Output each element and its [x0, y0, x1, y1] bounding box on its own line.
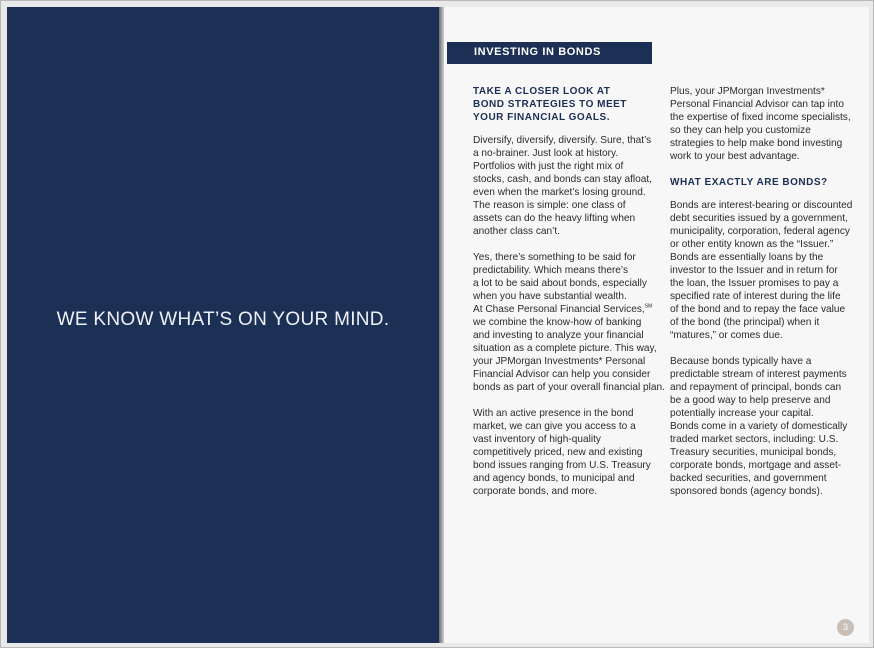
text-line: Plus, your JPMorgan Investments* — [670, 86, 825, 97]
text-line: potentially increase your capital. — [670, 408, 814, 419]
text-line: “matures,” or comes due. — [670, 330, 783, 341]
text-line: Portfolios with just the right mix of — [473, 161, 624, 172]
text-line: Because bonds typically have a — [670, 356, 812, 367]
text-line: of the bond (the principal) when it — [670, 317, 820, 328]
text-line-with-service-mark — [473, 303, 661, 316]
right-page — [444, 7, 869, 643]
text-line: the expertise of fixed income specialists, — [670, 112, 851, 123]
text-line: Financial Advisor can help you consider — [473, 369, 651, 380]
text-line: when you have substantial wealth. — [473, 291, 627, 302]
heading-line: WHAT EXACTLY ARE BONDS? — [670, 177, 828, 188]
text-line: Yes, there’s something to be said for — [473, 252, 636, 263]
text-line: predictable stream of interest payments — [670, 369, 847, 380]
text-line: corporate bonds, and more. — [473, 486, 598, 497]
text-line: bonds as part of your overall financial plan. — [473, 382, 665, 393]
text-line: bond issues ranging from U.S. Treasury — [473, 460, 651, 471]
text-line: Bonds are interest-bearing or discounted — [670, 200, 853, 211]
text-line: municipality, corporation, federal agency — [670, 226, 850, 237]
text-line: situation as a complete picture. This way, — [473, 343, 657, 354]
left-column — [473, 85, 665, 511]
text-line: Bonds come in a variety of domestically — [670, 421, 848, 432]
text-line: Diversify, diversify, diversify. Sure, that’s — [473, 135, 652, 146]
column-heading — [473, 85, 661, 124]
text-line: and investing to analyze your financial — [473, 330, 644, 341]
text-fragment: At Chase Personal Financial Services, — [473, 304, 645, 315]
heading-line: TAKE A CLOSER LOOK AT — [473, 86, 611, 97]
text-line: or other entity known as the “Issuer.” — [670, 239, 834, 250]
section-banner — [447, 42, 652, 64]
paragraph — [670, 85, 858, 163]
text-line: assets can do the heavy lifting when — [473, 213, 636, 224]
paragraph — [670, 199, 858, 342]
text-line: a lot to be said about bonds, especially — [473, 278, 647, 289]
text-line: your JPMorgan Investments* Personal — [473, 356, 646, 367]
page-number-badge: 3 — [837, 619, 854, 636]
text-line: sponsored bonds (agency bonds). — [670, 486, 823, 497]
text-line: Bonds are essentially loans by the — [670, 252, 824, 263]
text-line: The reason is simple: one class of — [473, 200, 626, 211]
paragraph — [473, 407, 661, 498]
section-title: INVESTING IN BONDS — [474, 46, 601, 58]
heading-line: YOUR FINANCIAL GOALS. — [473, 112, 610, 123]
tagline: WE KNOW WHAT’S ON YOUR MIND. — [56, 309, 390, 330]
text-line: the loan, the Issuer promises to pay a — [670, 278, 839, 289]
paragraph — [670, 355, 858, 498]
text-line: stocks, cash, and bonds can stay afloat, — [473, 174, 652, 185]
text-line: of the bond and to repay the face value — [670, 304, 846, 315]
text-line: vast inventory of high-quality — [473, 434, 601, 445]
text-line: With an active presence in the bond — [473, 408, 634, 419]
left-page — [7, 7, 439, 643]
text-line: corporate bonds, mortgage and asset- — [670, 460, 842, 471]
text-line: we combine the know-how of banking — [473, 317, 642, 328]
text-line: a no-brainer. Just look at history. — [473, 148, 619, 159]
text-line: strategies to help make bond investing — [670, 138, 843, 149]
paragraph — [473, 134, 661, 238]
text-line: and agency bonds, to municipal and — [473, 473, 635, 484]
text-line: investor to the Issuer and in return for — [670, 265, 838, 276]
text-line: and repayment of principal, bonds can — [670, 382, 842, 393]
text-line: predictability. Which means there’s — [473, 265, 629, 276]
paragraph — [473, 251, 665, 394]
heading-line: BOND STRATEGIES TO MEET — [473, 99, 627, 110]
text-line: Personal Financial Advisor can tap into — [670, 99, 844, 110]
text-line: backed securities, and government — [670, 473, 827, 484]
text-line: debt securities issued by a government, — [670, 213, 848, 224]
service-mark: SM — [644, 303, 653, 310]
text-line: Treasury securities, municipal bonds, — [670, 447, 837, 458]
text-line: another class can’t. — [473, 226, 560, 237]
right-column — [670, 85, 858, 511]
text-line: even when the market’s losing ground. — [473, 187, 646, 198]
text-line: traded market sectors, including: U.S. — [670, 434, 839, 445]
text-line: work to your best advantage. — [670, 151, 800, 162]
text-line: specified rate of interest during the life — [670, 291, 841, 302]
text-line: so they can help you customize — [670, 125, 811, 136]
text-line: be a good way to help preserve and — [670, 395, 831, 406]
text-line: competitively priced, new and existing — [473, 447, 643, 458]
column-heading — [670, 176, 858, 189]
text-line: market, we can give you access to a — [473, 421, 636, 432]
